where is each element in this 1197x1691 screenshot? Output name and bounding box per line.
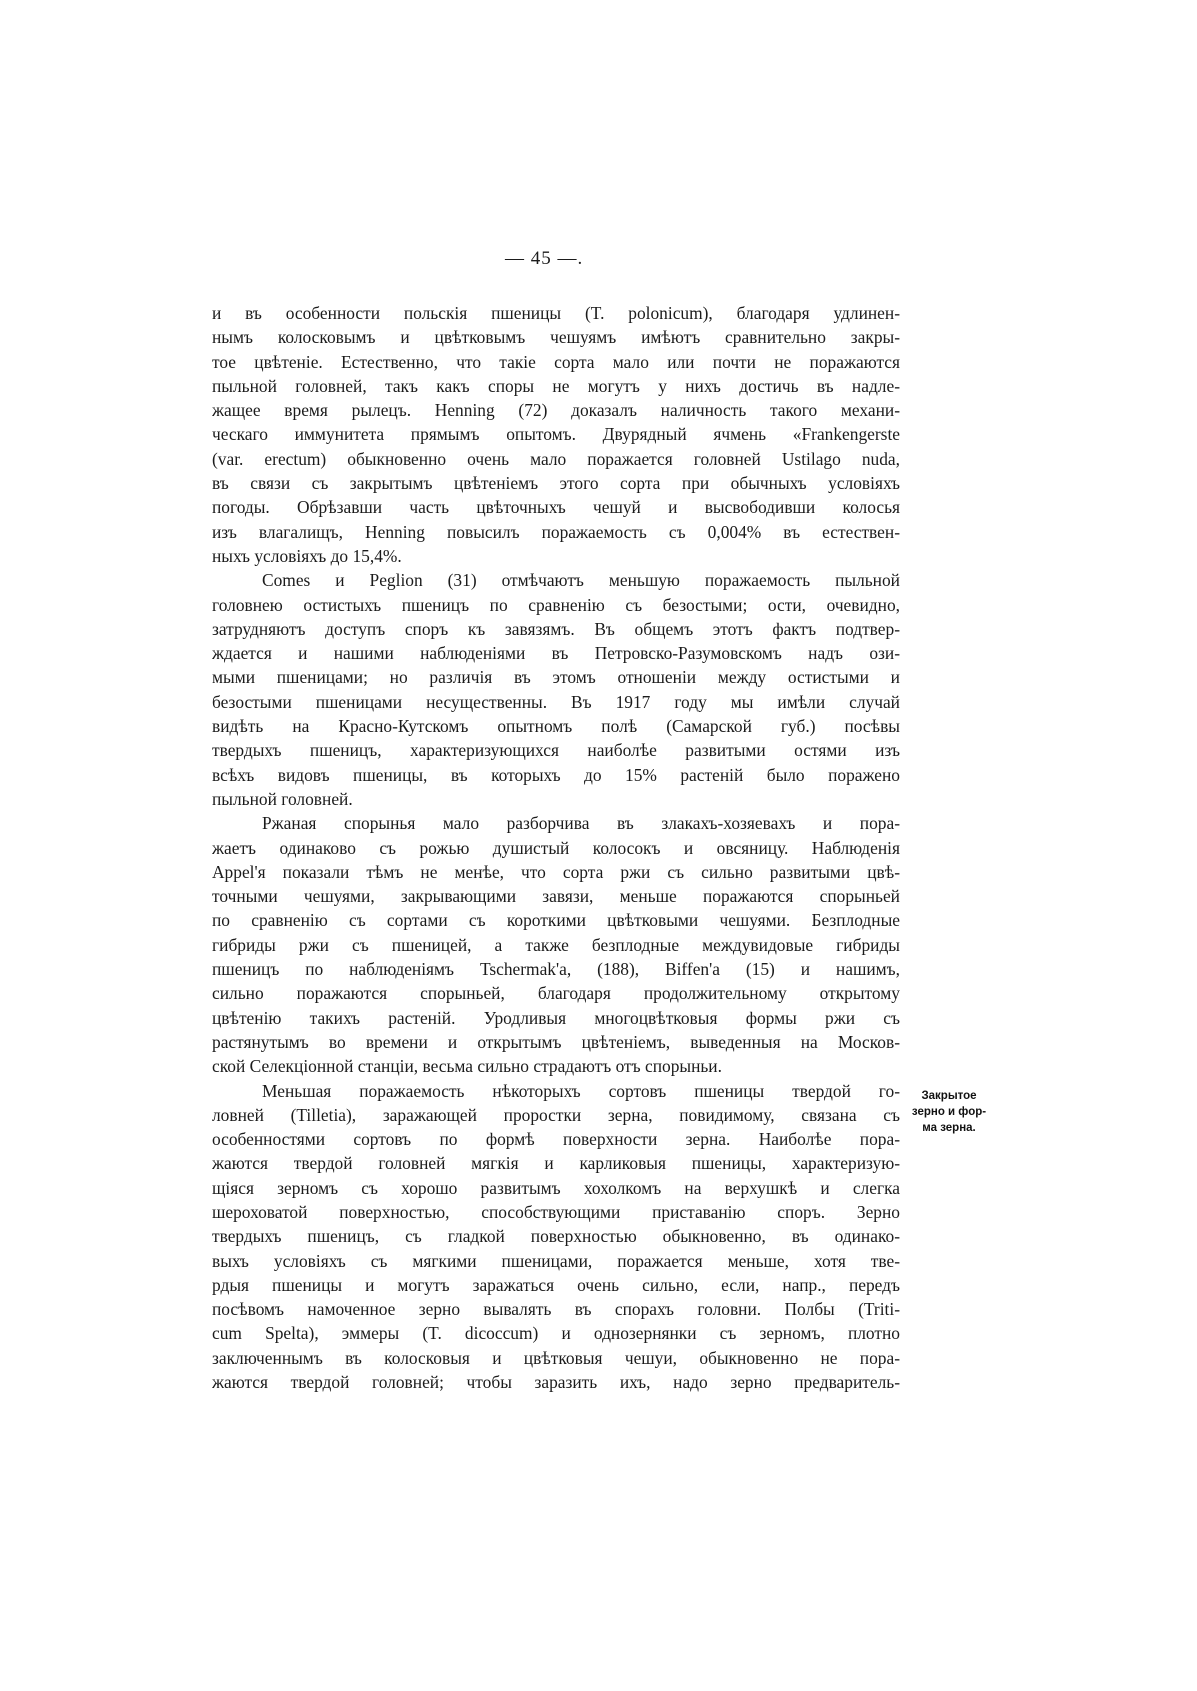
text-line: головнею остистыхъ пшеницъ по сравненію съ безостыми; ости, очевидно, (212, 594, 900, 615)
text-line: растянутымъ во времени и открытымъ цвѣтеніемъ, выведенныя на Москов- (212, 1031, 900, 1052)
text-line: твердыхъ пшеницъ, характеризующихся наиболѣе развитыми остями изъ (212, 740, 900, 761)
text-line: точными чешуями, закрывающими завязи, меньше поражаются спорыньей (212, 886, 900, 907)
text-line: особенностями сортовъ по формѣ поверхности зерна. Наиболѣе пора- (212, 1129, 900, 1150)
text-line: затрудняютъ доступъ споръ къ завязямъ. Въ общемъ этотъ фактъ подтвер- (212, 618, 900, 639)
text-line: заключеннымъ въ колосковыя и цвѣтковыя чешуи, обыкновенно не пора- (212, 1347, 900, 1368)
text-line: гибриды ржи съ пшеницей, а также безплодные междувидовые гибриды (212, 934, 900, 955)
text-line: видѣть на Красно-Кутскомъ опытномъ полѣ (Самарской губ.) посѣвы (212, 716, 900, 737)
text-line: погоды. Обрѣзавши часть цвѣточныхъ чешуй и высвободивши колосья (212, 497, 900, 518)
margin-note-line: ма зерна. (922, 1122, 976, 1134)
text-line: безостыми пшеницами несущественны. Въ 1917 году мы имѣли случай (212, 691, 900, 712)
text-line: сильно поражаются спорыньей, благодаря продолжительному открытому (212, 983, 900, 1004)
text-line: Appel'я показали тѣмъ не менѣе, что сорта ржи съ сильно развитыми цвѣ- (212, 861, 900, 882)
text-line: изъ влагалищъ, Henning повысилъ поражаемость съ 0,004% въ естествен- (212, 521, 900, 542)
text-line: ческаго иммунитета прямымъ опытомъ. Двурядный ячмень «Frankengerste (212, 424, 900, 445)
text-line: жащее время рылецъ. Henning (72) доказалъ наличность такого механи- (212, 400, 900, 421)
text-line: цвѣтенію такихъ растеній. Уродливыя многоцвѣтковыя формы ржи съ (212, 1007, 900, 1028)
text-line: Ржаная спорынья мало разборчива въ злакахъ-хозяевахъ и пора- (262, 813, 900, 834)
text-line: щіяся зерномъ съ хорошо развитымъ хохолкомъ на верхушкѣ и слегка (212, 1177, 900, 1198)
text-line: ловней (Tilletia), заражающей проростки зерна, повидимому, связана съ (212, 1104, 900, 1125)
text-line: ской Селекціонной станціи, весьма сильно страдаютъ отъ спорыньи. (212, 1056, 722, 1077)
text-line: и въ особенности польскія пшеницы (T. polonicum), благодаря удлинен- (212, 303, 900, 323)
text-line: шероховатой поверхностью, способствующими приставанію споръ. Зерно (212, 1201, 900, 1222)
text-line: Comes и Peglion (31) отмѣчаютъ меньшую поражаемость пыльной (262, 570, 900, 591)
text-line: пыльной головней. (212, 788, 353, 809)
body-text (212, 301, 900, 1394)
text-line: мыми пшеницами; но различія въ этомъ отношеніи между остистыми и (212, 667, 900, 688)
text-line: пыльной головней, такъ какъ споры не могутъ у нихъ достичь въ надле- (212, 375, 900, 396)
text-line: Меньшая поражаемость нѣкоторыхъ сортовъ пшеницы твердой го- (262, 1080, 900, 1101)
text-line: cum Spelta), эммеры (T. dicoccum) и однозернянки съ зерномъ, плотно (212, 1323, 900, 1344)
text-line: тое цвѣтеніе. Естественно, что такіе сорта мало или почти не поражаются (212, 351, 900, 372)
page-number: — 45 —. (505, 248, 584, 269)
text-line: въ связи съ закрытымъ цвѣтеніемъ этого сорта при обычныхъ условіяхъ (212, 473, 900, 494)
text-line: пшеницъ по наблюденіямъ Tschermak'a, (188), Biffen'a (15) и нашимъ, (212, 959, 900, 980)
margin-note (906, 1088, 992, 1136)
text-line: по сравненію съ сортами съ короткими цвѣтковыми чешуями. Безплодные (212, 910, 900, 931)
text-line: ждается и нашими наблюденіями въ Петровско-Разумовскомъ надъ ози- (212, 643, 900, 664)
text-line: ныхъ условіяхъ до 15,4%. (212, 545, 402, 566)
text-line: твердыхъ пшеницъ, съ гладкой поверхностью обыкновенно, въ одинако- (212, 1226, 900, 1247)
text-line: всѣхъ видовъ пшеницы, въ которыхъ до 15% растеній было поражено (212, 764, 900, 785)
text-line: рдыя пшеницы и могутъ заражаться очень сильно, если, напр., передъ (212, 1274, 900, 1295)
text-line: выхъ условіяхъ съ мягкими пшеницами, поражается меньше, хотя тве- (212, 1250, 900, 1271)
margin-note-line: Закрытое (921, 1090, 977, 1102)
text-line: (var. erectum) обыкновенно очень мало поражается головней Ustilago nuda, (212, 448, 900, 469)
text-line: нымъ колосковымъ и цвѣтковымъ чешуямъ имѣютъ сравнительно закры- (212, 327, 900, 348)
text-line: жаются твердой головней; чтобы заразить ихъ, надо зерно предваритель- (212, 1372, 900, 1393)
text-line: жаетъ одинаково съ рожью душистый колосокъ и овсяницу. Наблюденія (212, 837, 900, 858)
margin-note-line: зерно и фор- (911, 1106, 987, 1118)
text-line: посѣвомъ намоченное зерно вывалять въ спорахъ головни. Полбы (Triti- (212, 1299, 900, 1320)
text-line: жаются твердой головней мягкія и карликовыя пшеницы, характеризую- (212, 1153, 900, 1174)
